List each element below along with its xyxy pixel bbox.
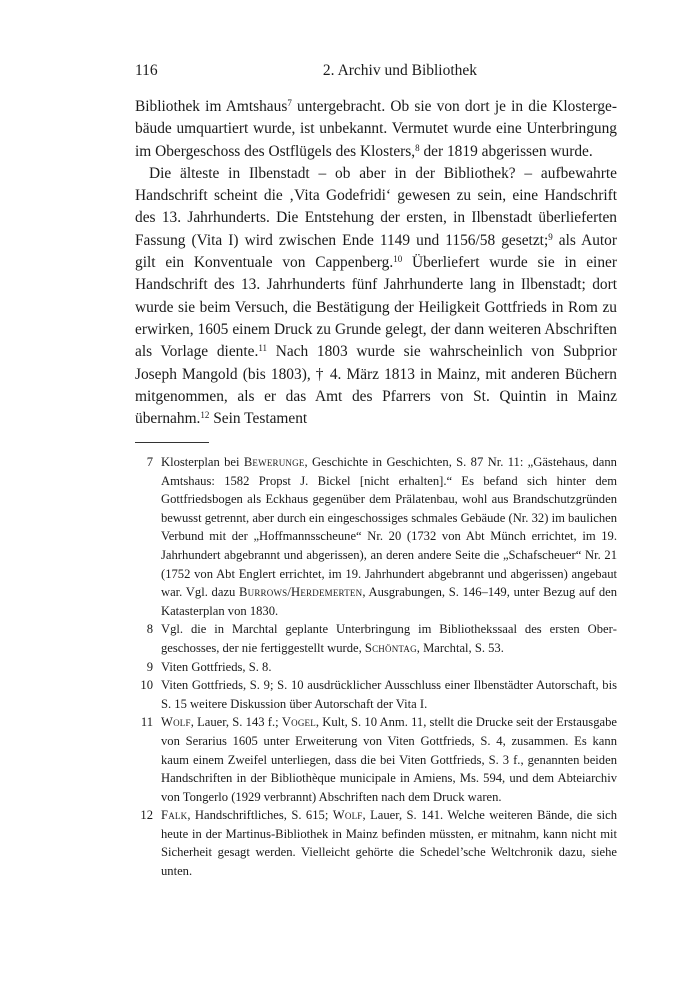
footnote-number: 7 [146,455,153,469]
text-segment: untergebracht. Ob sie von dort je in die Klostergebäude umquartiert wurde, ist unbekannt. Vermutet wurde eine Unterbringung im Obergeschoss des Ostflügels des Klosters, [135,98,617,160]
author-name: Bewerunge [243,455,305,469]
footnote-7 [135,453,617,620]
author-name: Burrows/Herdemerten [239,585,363,600]
text-segment: Klosterplan bei [161,455,244,469]
footnote-11 [135,713,617,806]
footnote-number: 8 [146,622,153,637]
text-segment: Viten Gottfrieds, S. 8. [161,659,272,674]
paragraph-1 [135,96,617,163]
author-name: Wolf [332,808,363,823]
footnote-ref-9[interactable]: 9 [548,231,553,242]
text-segment: Nach 1803 wurde sie wahrscheinlich von Subprior Joseph Mangold (bis 1803), † 4. März 1813 in Mainz, mit anderen Büchern mitgenommen, als er das Amt des Pfarrers von St. Quintin in Mainz übernahm. [135,343,617,428]
author-name: Falk [161,808,188,823]
footnote-number: 11 [140,715,153,730]
paragraph-2 [135,163,617,431]
footnote-ref-11[interactable]: 11 [258,343,267,354]
text-segment: , Handschriftliches, S. 615; [187,808,333,823]
body-text [135,96,617,430]
footnotes [135,453,617,881]
page-number: 116 [135,62,158,79]
text-segment: Sein Testament [209,410,308,428]
footnote-10 [135,676,617,713]
footnote-ref-12[interactable]: 12 [200,410,210,421]
text-segment: Vgl. die in Marchtal geplante Unterbringung im Bibliothekssaal des ersten Obergeschosses, der nie fertiggestellt wurde, [161,622,617,655]
text-segment: Viten Gottfrieds, S. 9; S. 10 ausdrücklicher Ausschluss einer Ilbenstädter Autorschaft, bis S. 15 weitere Diskussion über Autorschaft der Vita I. [161,678,617,711]
text-segment: , Ausgrabungen, S. 146–149, unter Bezug auf den Katasterplan von 1830. [161,585,617,618]
text-segment: Die älteste in Ilbenstadt – ob aber in der Bibliothek? – aufbewahrte Handschrift scheint die ‚Vita Godefridi‘ gewesen zu sein, eine Handschrift des 13. Jahrhunderts. Die Entstehung der ersten, in Ilbenstadt überlieferten Fassung (Vita I) wird zwischen Ende 1149 und 1156/58 gesetzt; [135,164,617,249]
text-segment: Überliefert wurde sie in einer Handschrift des 13. Jahrhunderts fünf Jahrhunderte lang in Ilbenstadt; dort wurde sie beim Versuch, die Bestätigung der Heiligkeit Gottfrieds in Rom zu erwirken, 1605 einem Druck zu Grunde gelegt, der dann weiteren Abschriften als Vorlage diente. [135,254,617,361]
footnote-ref-10[interactable]: 10 [393,254,403,265]
text-segment: der 1819 abgerissen wurde. [419,142,593,160]
author-name: Wolf [161,715,191,730]
text-segment: , Geschichte in Geschichten, S. 87 Nr. 11: „Gästehaus, dann Amtshaus: 1582 Propst J. Bickel [nicht erhalten].“ Es befand sich hinter dem Gottfriedsbogen als Eckhaus gegenüber dem Prälatenbau, wohl aus Brandschutzgründen bewusst getrennt, aber durch ein eingeschossiges schmales Gebäude (Nr. 32) im baulichen Verbund mit der „Hoffmannsscheune“ Nr. 20 (1732 von Abt Münch errichtet, im 19. Jahrhundert abgebrannt und abgerissen), an deren andere Seite die „Schafscheuer“ Nr. 21 (1752 von Abt Englert errichtet, im 19. Jahrhundert abgebrannt und abgerissen) angebaut war. Vgl. dazu [161,455,617,600]
footnote-number: 10 [140,678,153,693]
footnote-ref-7[interactable]: 7 [287,98,292,108]
text-segment: , Kult, S. 10 Anm. 11, stellt die Drucke seit der Erstausgabe von Serarius 1605 unter Erweiterung von Viten Gottfrieds, S. 4, zusammen. Es kann kaum einem Zweifel unterliegen, dass die bei Viten Gottfrieds, S. 3 f., genannten beiden Handschriften in der Bibliothèque municipale in Amiens, Ms. 594, und dem Abteiarchiv von Tongerlo (1929 verbrannt) Abschriften nach dem Druck waren. [161,715,617,804]
text-segment: , Lauer, S. 141. Welche weiteren Bände, die sich heute in der Martinus-Bibliothek in Mainz befinden müssten, er mitnahm, kann nicht mit Sicherheit gesagt werden. Vielleicht gehörte die Schedel’sche Weltchronik dazu, siehe unten. [161,808,617,879]
footnote-number: 9 [146,659,153,674]
page-header [135,62,615,84]
text-segment: als Autor gilt ein Konventuale von Cappenberg. [135,231,617,272]
footnote-number: 12 [140,808,153,823]
footnote-ref-8[interactable]: 8 [415,142,420,153]
author-name: Schöntag [364,640,417,655]
running-head: 2. Archiv und Bibliothek [322,62,478,79]
footnote-12 [135,806,617,880]
footnote-9 [135,658,617,677]
text-segment: , Marchtal, S. 53. [416,640,504,655]
text-segment: , Lauer, S. 143 f.; [190,715,282,730]
footnote-8 [135,620,617,657]
author-name: Vogel [281,715,316,730]
text-segment: Bibliothek im Amtshaus [135,98,288,115]
footnote-separator [135,442,209,443]
